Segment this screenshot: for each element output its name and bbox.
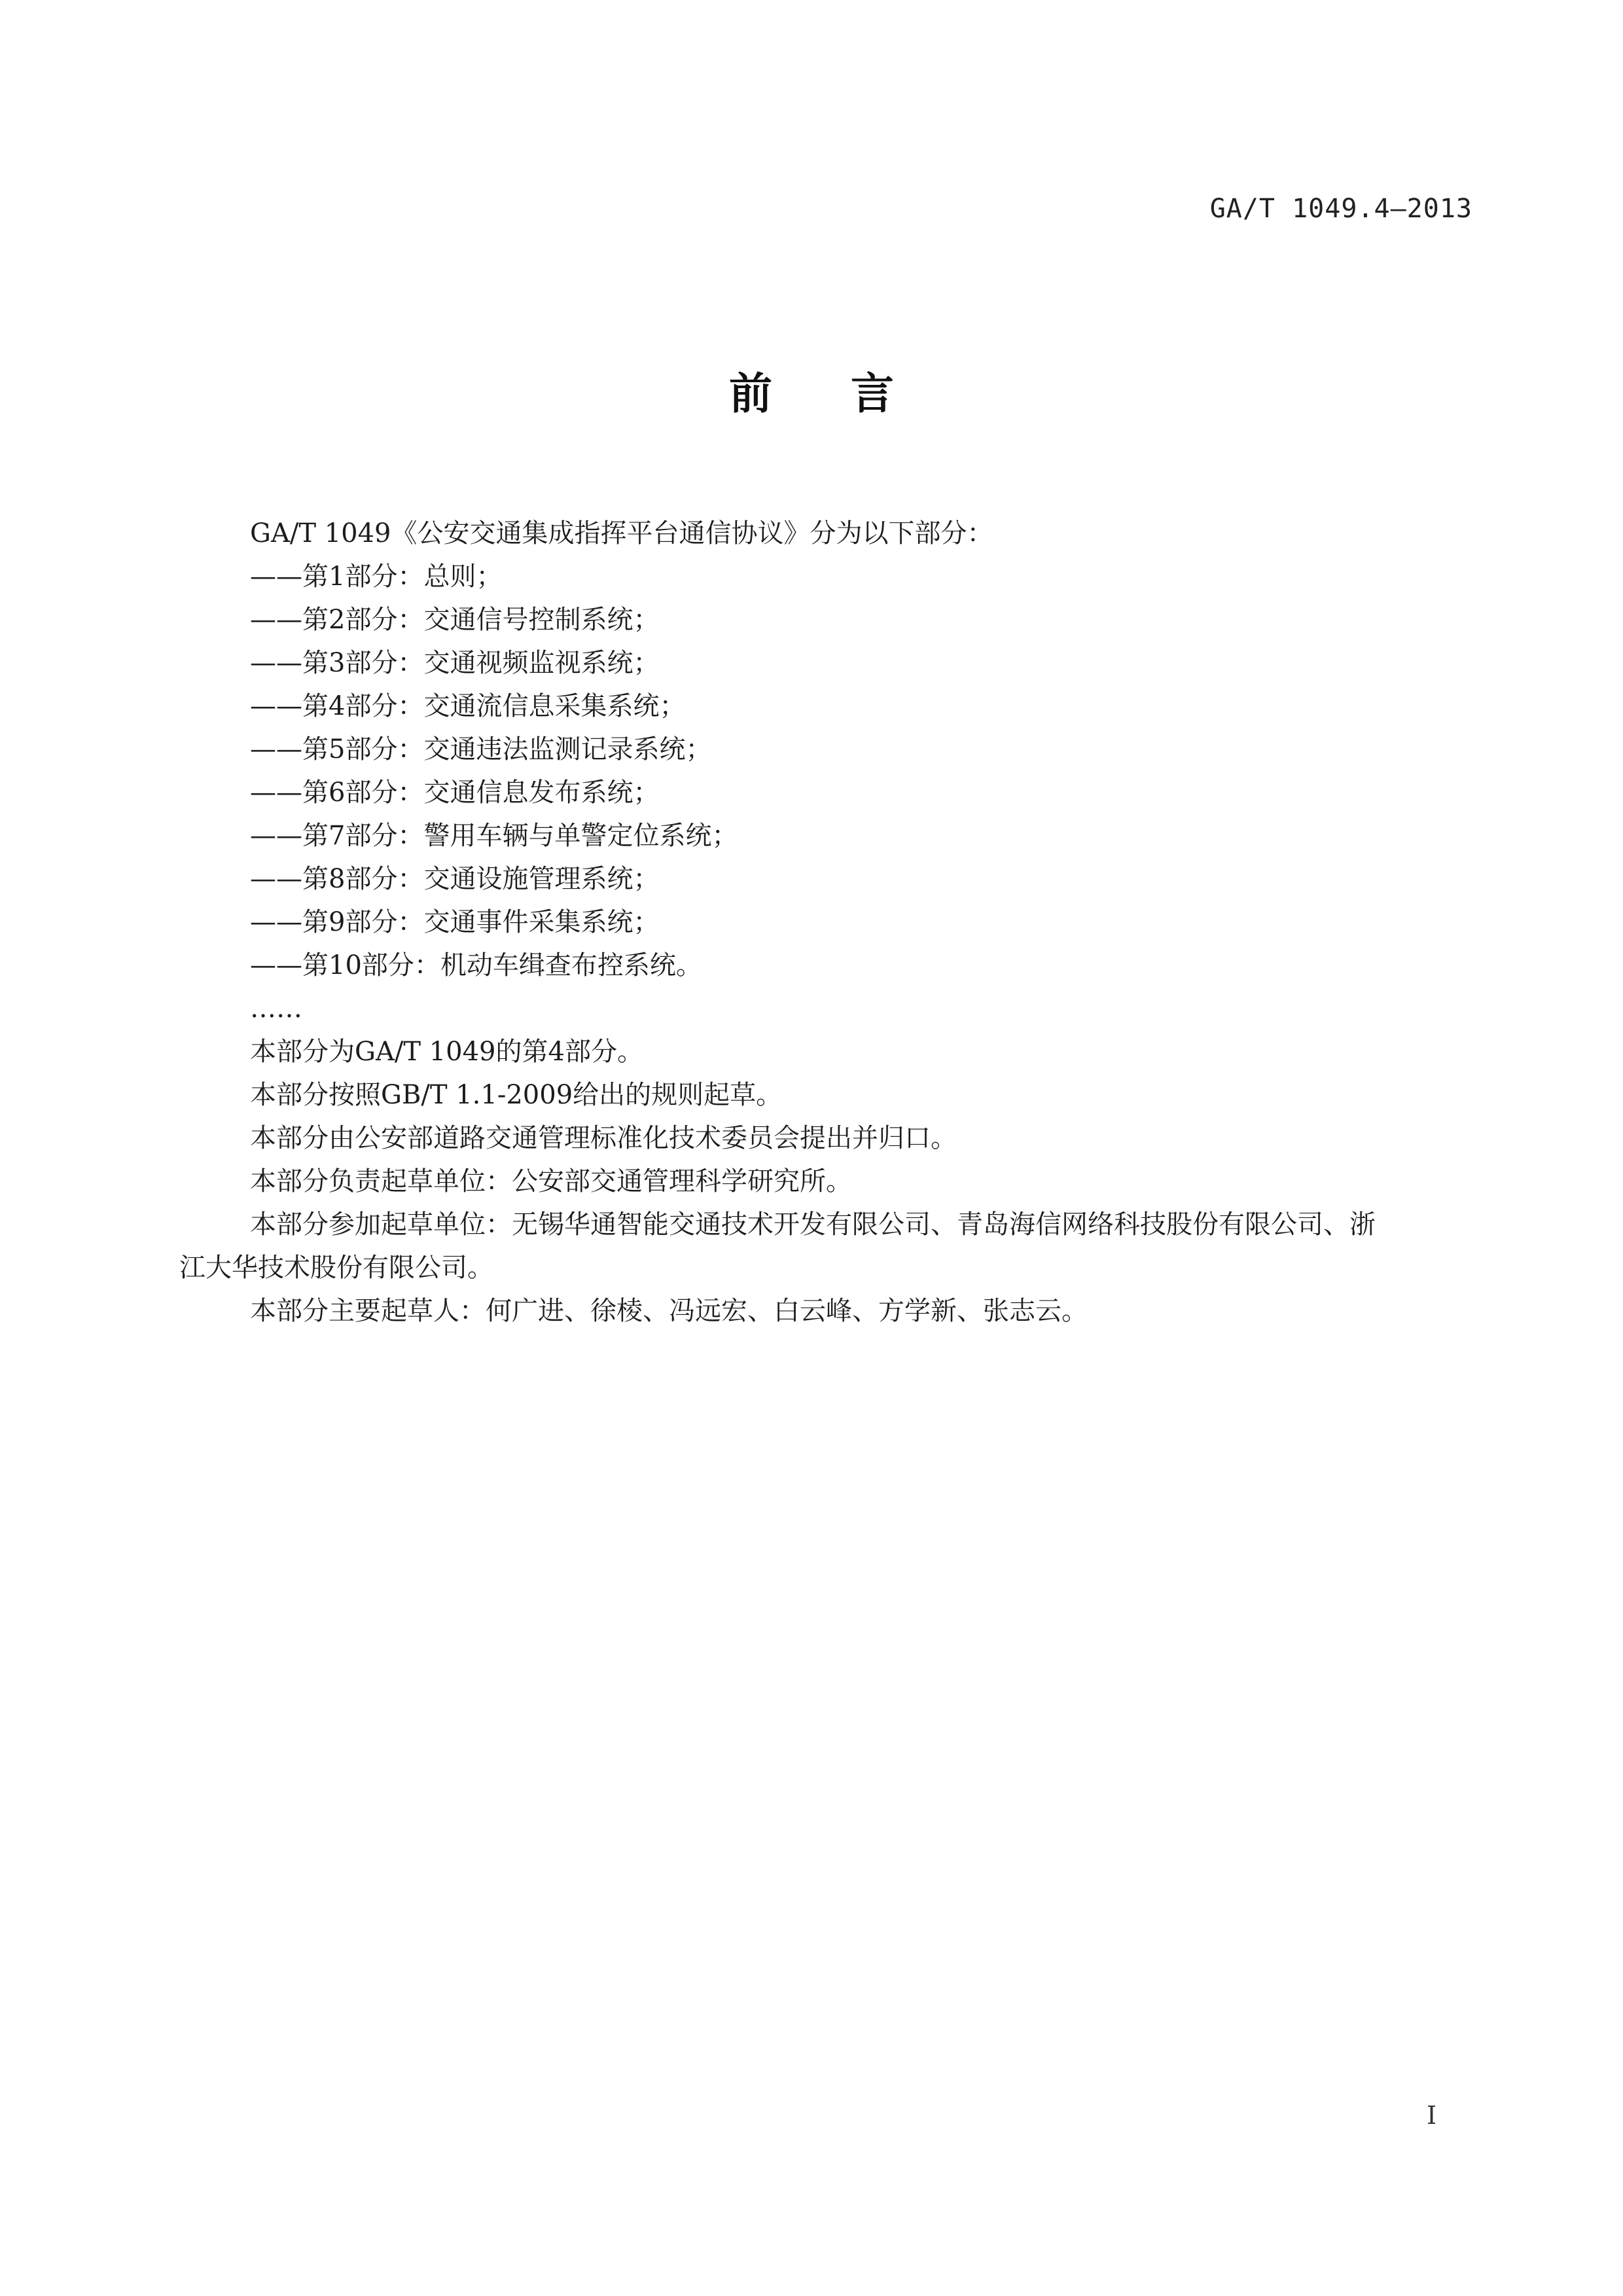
part-statement: 本部分为GA/T 1049的第4部分。 xyxy=(250,1037,643,1067)
participating-units-line1: 本部分参加起草单位：无锡华通智能交通技术开发有限公司、青岛海信网络科技股份有限公司、浙 xyxy=(250,1210,1376,1240)
responsible-unit: 本部分负责起草单位：公安部交通管理科学研究所。 xyxy=(250,1166,852,1196)
ellipsis: …… xyxy=(250,994,302,1024)
drafting-rule: 本部分按照GB/T 1.1-2009给出的规则起草。 xyxy=(250,1080,783,1110)
list-item: ——第3部分：交通视频监视系统； xyxy=(250,648,660,678)
list-item: ——第8部分：交通设施管理系统； xyxy=(250,864,660,894)
list-item: ——第5部分：交通违法监测记录系统； xyxy=(250,734,712,764)
proposed-by: 本部分由公安部道路交通管理标准化技术委员会提出并归口。 xyxy=(250,1123,957,1153)
list-item: ——第9部分：交通事件采集系统； xyxy=(250,907,660,937)
list-item: ——第7部分：警用车辆与单警定位系统； xyxy=(250,821,738,851)
standard-number: GA/T 1049.4—2013 xyxy=(1209,194,1472,224)
page-title: 前言 xyxy=(729,368,972,419)
participating-units-line2: 江大华技术股份有限公司。 xyxy=(179,1253,493,1283)
list-item: ——第4部分：交通流信息采集系统； xyxy=(250,691,686,721)
list-item: ——第1部分：总则； xyxy=(250,562,503,592)
list-item: ——第6部分：交通信息发布系统； xyxy=(250,778,660,808)
main-drafters: 本部分主要起草人：何广进、徐棱、冯远宏、白云峰、方学新、张志云。 xyxy=(250,1296,1088,1326)
intro-paragraph: GA/T 1049《公安交通集成指挥平台通信协议》分为以下部分： xyxy=(250,518,993,548)
list-item: ——第10部分：机动车缉查布控系统。 xyxy=(250,950,702,980)
page-number: I xyxy=(1427,2101,1437,2130)
foreword-body xyxy=(179,512,1475,1333)
list-item: ——第2部分：交通信号控制系统； xyxy=(250,605,660,635)
